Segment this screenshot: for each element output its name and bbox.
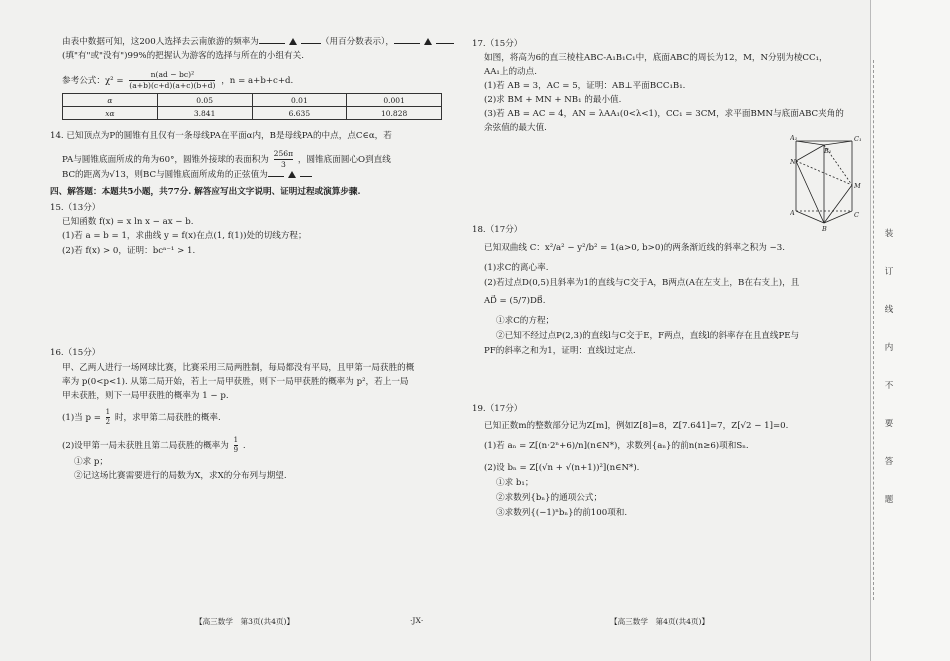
q18-part1: (1)求C的离心率. [484, 263, 549, 273]
q17-line2: AA₁上的动点. [484, 67, 537, 77]
edge-b1c1 [824, 141, 852, 145]
line-nb [796, 161, 824, 223]
q19-part1: (1)若 aₙ = Z[(n·2ⁿ+6)/n](n∈N*)，求数列{aₙ}的前n(n≥6)项和Sₙ. [484, 441, 749, 451]
q16-part1: (1)当 p = $\frac{1}{2}$ 时，求甲第二局获胜的概率. [62, 408, 221, 426]
q18-sub2: ②已知不经过点P(2,3)的直线l与C交于E，F两点，直线l的斜率存在且直线PE与 [496, 331, 800, 341]
right-page [470, 0, 865, 661]
answer-triangle-icon [288, 171, 296, 178]
q18-part2: (2)若过点D(0,5)且斜率为1的直线与C交于A，B两点(A在左支上，B在右支上)，且 [484, 278, 800, 288]
answer-triangle-icon [424, 38, 432, 45]
svg-text:A: A [790, 209, 795, 217]
q19-part2: (2)设 bₙ = Z[(√n + √(n+1))²](n∈N*). [484, 463, 640, 473]
critical-value-table [62, 93, 442, 120]
svg-text:B₁: B₁ [824, 147, 832, 155]
table-row: xα 3.841 6.635 10.828 [63, 107, 442, 120]
q16-part2: (2)设甲第一局未获胜且第二局获胜的概率为 $\frac{1}{9}$ . [62, 436, 246, 454]
q19-sub2: ②求数列{bₙ}的通项公式； [496, 493, 603, 503]
svg-text:A₁: A₁ [790, 134, 798, 142]
table-row: α 0.05 0.01 0.001 [63, 94, 442, 107]
q18-vector: AD⃗ = (5/7)DB⃗. [484, 296, 546, 306]
formula: 参考公式：χ² = $\frac{\text{n(ad − bc)²}}{(a+b)(c+d)(a+c)(b+d)}$ ，n = a+b+c+d. [62, 70, 294, 90]
svg-text:M: M [854, 182, 861, 190]
q16-sub1: ①求 p； [74, 457, 109, 467]
q14-fraction: $\frac{256\pi}{3}$ [273, 149, 294, 169]
q18-title: 18.（17分） [472, 225, 523, 235]
q17-line1: 如图，将高为6的直三棱柱ABC-A₁B₁C₁中，底面ABC的周长为12，M，N分别为棱CC₁， [484, 53, 828, 63]
q16-line2: 率为 p(0<p<1). 从第二局开始，若上一局甲获胜，则下一局甲获胜的概率为 p²，若上一局 [62, 377, 409, 387]
footer-code: ·JX· [410, 616, 424, 625]
q14-line3: BC的距离为√13，则BC与圆锥底面所成角的正弦值为 [62, 169, 312, 181]
q16-title: 16.（15分） [50, 348, 101, 358]
page-footer: 【高三数学 第4页(共4页)】 [610, 617, 710, 626]
q17-part2: (2)求 BM + MN + NB₁ 的最小值. [484, 95, 622, 105]
q15-part1: (1)若 a = b = 1，求曲线 y = f(x)在点(1, f(1))处的切线方程； [62, 231, 307, 241]
q17-part1: (1)若 AB = 3，AC = 5，证明：AB⊥平面BCC₁B₁. [484, 81, 686, 91]
q14-line2: PA与圆锥底面所成的角为60°，圆锥外接球的表面积为 $\frac{256\pi}{3}$ ，圆锥底面圆心O到直线 [62, 149, 391, 169]
q16-sub2: ②记这场比赛需要进行的局数为X，求X的分布列与期望. [74, 471, 287, 481]
binding-strip [870, 0, 950, 661]
q19-line1: 已知正数m的整数部分记为Z[m]，例如Z[8]=8，Z[7.641]=7，Z[√2 − 1]=0. [484, 421, 789, 431]
q17-part3: (3)若 AB = AC = 4，AN = λAA₁(0<λ<1)，CC₁ = 3CM，求平面BMN与底面ABC夹角的 [484, 109, 844, 119]
q14-line1: 14. 已知顶点为P的圆锥有且仅有一条母线PA在平面α内，B是母线PA的中点，点C∈α，若 [50, 131, 392, 141]
left-page [0, 0, 470, 661]
svg-text:C₁: C₁ [854, 135, 862, 143]
q16-line1: 甲、乙两人进行一场网球比赛，比赛采用三局两胜制，每局都没有平局，且甲第一局获胜的概 [62, 363, 415, 373]
q13-line2: (填"有"或"没有")99%的把握认为游客的选择与所在的小组有关. [62, 51, 305, 61]
edge-a1b1 [796, 141, 824, 145]
svg-text:B: B [822, 225, 827, 233]
section-4-heading: 四、解答题：本题共5小题，共77分. 解答应写出文字说明、证明过程或演算步骤. [50, 187, 361, 197]
q18-line1: 已知双曲线 C：x²/a² − y²/b² = 1(a>0, b>0)的两条渐近线的斜率之积为 −3. [484, 243, 785, 253]
svg-text:C: C [854, 211, 859, 219]
q18-sub1: ①求C的方程； [496, 316, 555, 326]
q19-sub3: ③求数列{(−1)ⁿbₙ}的前100项和. [496, 508, 628, 518]
prism-figure [790, 133, 865, 233]
q19-title: 19.（17分） [472, 404, 523, 414]
q13-line1: 由表中数据可知，这200人选择去云南旅游的频率为 （用百分数表示）， [62, 36, 454, 48]
svg-text:N: N [790, 158, 796, 166]
answer-triangle-icon [289, 38, 297, 45]
q15-stem: 已知函数 f(x) = x ln x − ax − b. [62, 217, 194, 227]
q16-line3: 甲未获胜，则下一局甲获胜的概率为 1 − p. [62, 391, 229, 401]
q15-part2: (2)若 f(x) > 0，证明：bcᵃ⁻¹ > 1. [62, 246, 196, 256]
line-nb1 [796, 145, 824, 161]
q15-title: 15.（13分） [50, 203, 101, 213]
binding-strip-text: 装 订 线 内 不 要 答 题 [884, 229, 894, 505]
cut-line [873, 60, 874, 600]
q19-sub1: ①求 b₁； [496, 478, 534, 488]
q17-part3-cont: 余弦值的最大值. [484, 123, 547, 133]
q17-title: 17.（15分） [472, 39, 523, 49]
page-footer: 【高三数学 第3页(共4页)】 [195, 617, 295, 626]
formula-fraction: $\frac{\text{n(ad − bc)²}}{(a+b)(c+d)(a+c)(b+d)}$ [129, 70, 216, 90]
q18-sub2-cont: PF的斜率之和为1，证明：直线l过定点. [484, 346, 636, 356]
